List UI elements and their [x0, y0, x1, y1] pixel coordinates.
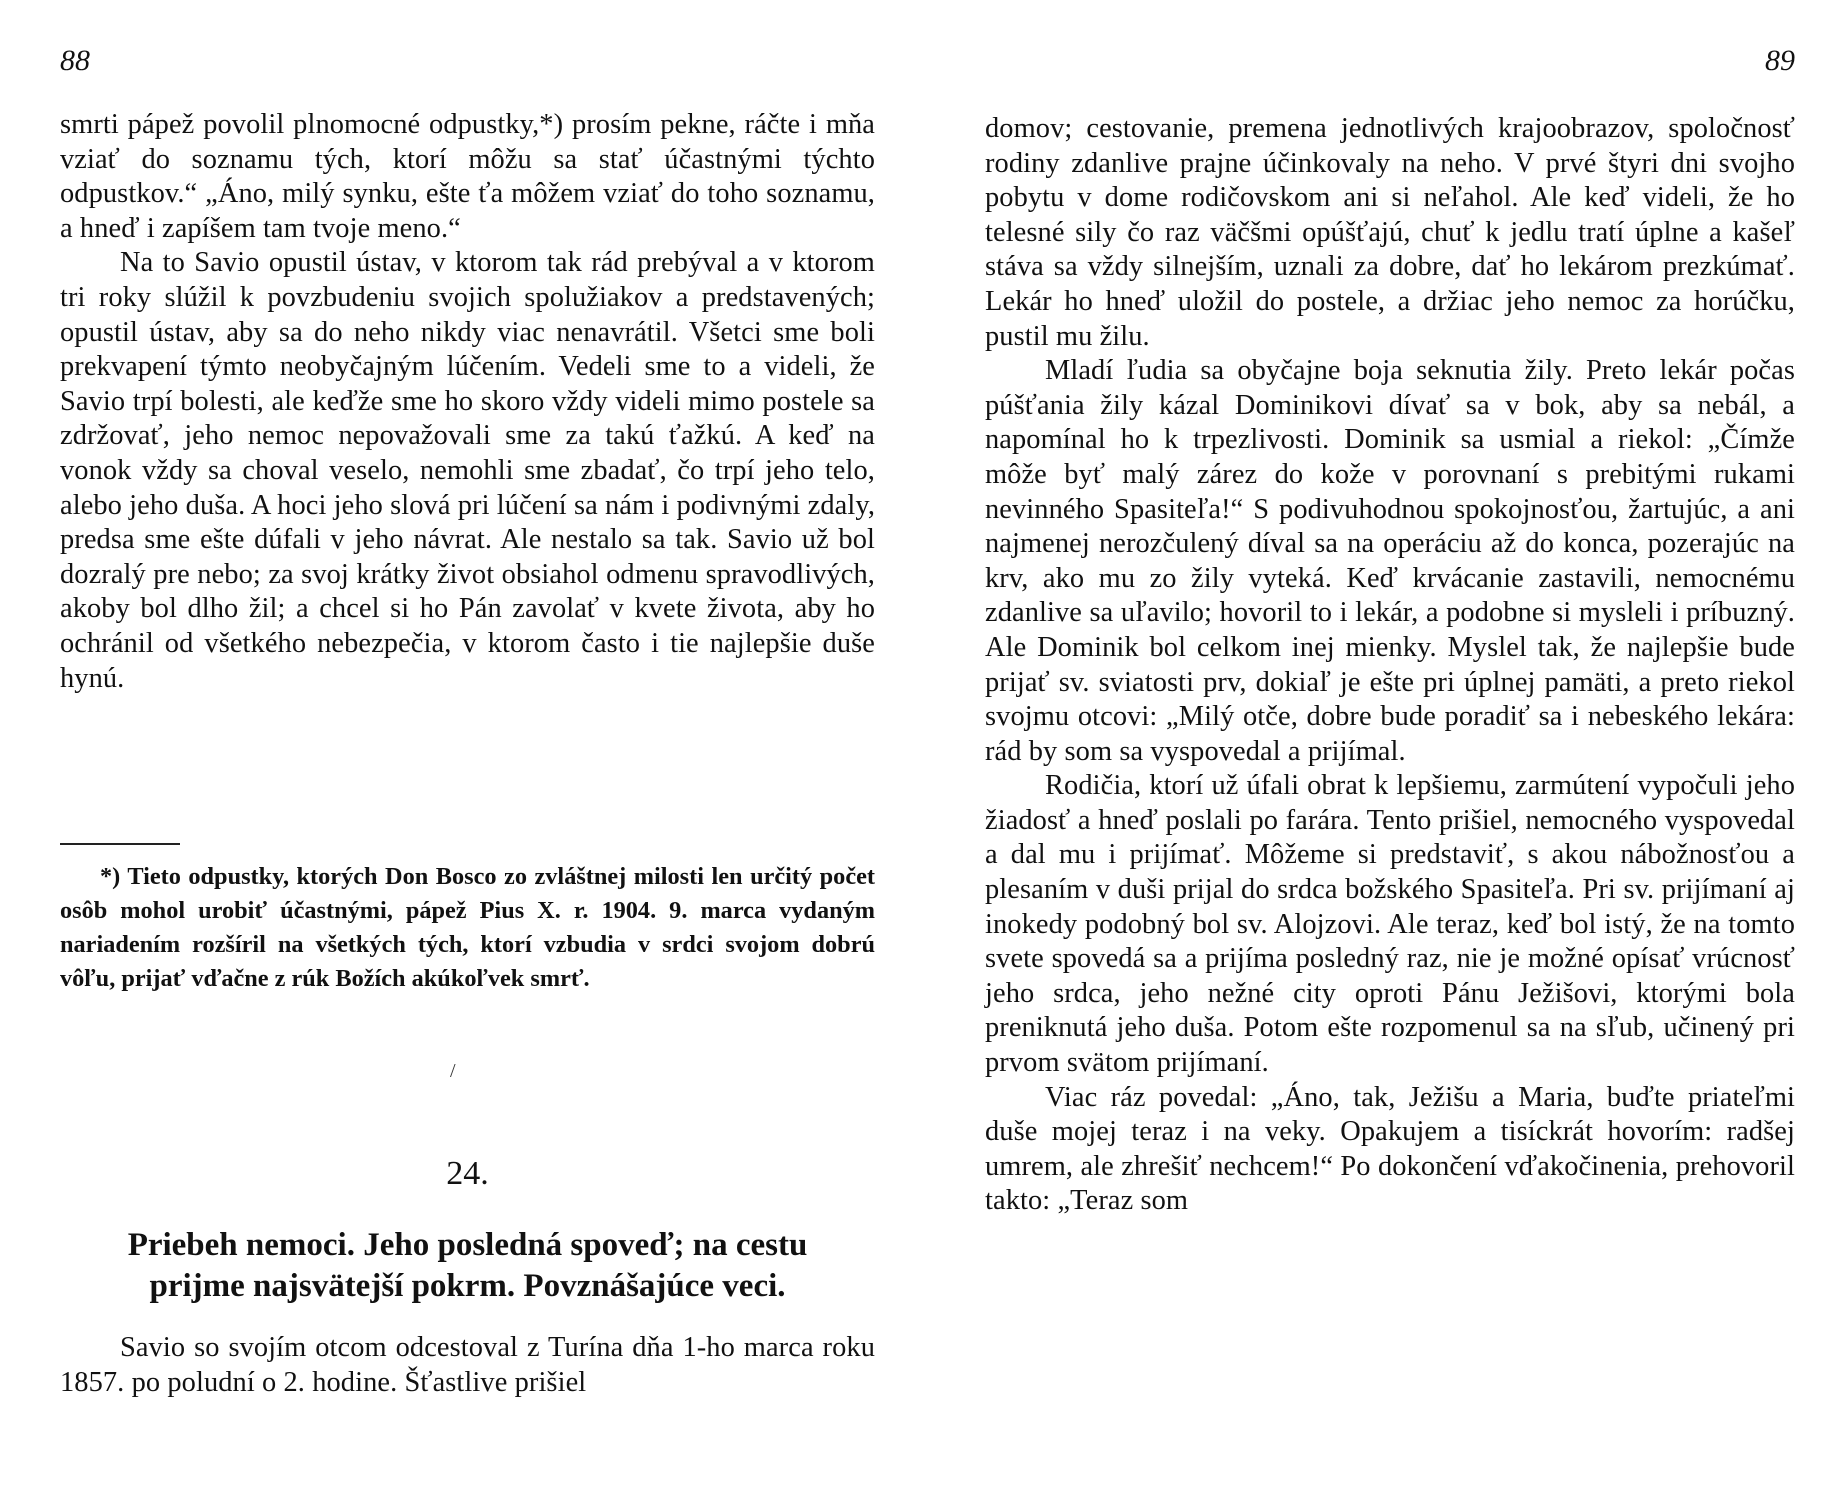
paragraph: Rodičia, ktorí už úfali obrat k lepšiemu, zarmútení vypočuli jeho žiadosť a hneď poslali po farára. Tento prišiel, nemocného vyspovedal a dal mu i prijímať. Môžeme si predstaviť, s akou nábožnosťou a plesaním v duši prijal do srdca božského Spasiteľa. Pri sv. prijímaní aj inokedy podobný bol sv. Alojzovi. Ale teraz, keď bol istý, že na tomto svete spovedá sa a prijíma posledný raz, nie je možné opísať vrúcnosť jeho srdca, jeho nežné city oproti Pánu Ježišovi, ktorými bola preniknutá jeho duša. Potom ešte rozpomenul sa na sľub, učinený pri prvom svätom prijímaní. — [985, 770, 1795, 1079]
footnote — [60, 860, 875, 996]
footnote-divider — [60, 843, 180, 845]
paragraph: domov; cestovanie, premena jednotlivých krajoobrazov, spoločnosť rodiny zdanlive prajne účinkovaly na neho. V prvé štyri dni svojho pobytu v dome rodičovskom ani si neľahol. Ale keď videli, že ho telesné sily čo raz väčšmi opúšťajú, chuť k jedlu tratí úplne a kašeľ stáva sa vždy silnejším, uznali za dobre, dať ho lekárom prezkúmať. Lekár ho hneď uložil do postele, a držiac jeho nemoc za horúčku, pustil mu žilu. — [985, 113, 1795, 352]
right-page-text — [985, 112, 1795, 1219]
footnote-text: *) Tieto odpustky, ktorých Don Bosco zo zvláštnej milosti len určitý počet osôb mohol urobiť účastnými, pápež Pius X. r. 1904. 9. marca vydaným nariadením rozšíril na všetkých tých, ktorí vzbudia v srdci svojom dobrú vôľu, prijať vďačne z rúk Božích akúkoľvek smrť. — [60, 863, 875, 992]
paragraph: Viac ráz povedal: „Áno, tak, Ježišu a Maria, buďte priateľmi duše mojej teraz i na veky. Opakujem a tisíckrát hovorím: radšej umrem, ale zhrešiť nechcem!“ Po dokončení vďakočinenia, prehovoril takto: „Teraz som — [985, 1081, 1795, 1217]
right-page — [985, 0, 1795, 1500]
chapter-number: 24. — [446, 1155, 489, 1192]
left-page-text — [60, 108, 875, 696]
paragraph: smrti pápež povolil plnomocné odpustky,*) prosím pekne, ráčte i mňa vziať do soznamu tých, ktorí môžu sa stať účastnými týchto odpustkov.“ „Áno, milý synku, ešte ťa môžem vziať do toho soznamu, a hneď i zapíšem tam tvoje meno.“ — [60, 109, 875, 244]
paragraph: Mladí ľudia sa obyčajne boja seknutia žily. Preto lekár počas púšťania žily kázal Dominikovi dívať sa v bok, aby sa nebál, a napomínal ho k trpezlivosti. Dominik sa usmial a riekol: „Čímže môže byť malý zárez do kože v porovnaní s prebitými rukami nevinného Spasiteľa!“ S podivuhodnou spokojnosťou, žartujúc, a ani najmenej nerozčulený díval sa na operáciu až do konca, pozerajúc na krv, ako mu zo žily vyteká. Keď krvácanie zastavili, nemocnému zdanlive sa uľavilo; hovoril to i lekár, a podobne si mysleli i príbuzný. Ale Dominik bol celkom inej mienky. Myslel tak, že najlepšie bude prijať sv. sviatosti prv, dokiaľ je ešte pri úplnej pamäti, a preto riekol svojmu otcovi: „Milý otče, dobre bude poradiť sa i nebeského lekára: rád by som sa vyspovedal a prijímal. — [985, 355, 1795, 767]
left-page — [60, 0, 875, 1500]
page-number-right: 89 — [1765, 44, 1795, 77]
paragraph: Savio so svojím otcom odcestoval z Turína dňa 1-ho marca roku 1857. po poludní o 2. hodine. Šťastlive prišiel — [60, 1332, 875, 1398]
chapter-title — [60, 1225, 875, 1307]
chapter-title-line: Priebeh nemoci. Jeho posledná spoveď; na cestu — [127, 1227, 808, 1263]
chapter-title-line: prijme najsvätejší pokrm. Povznášajúce veci. — [149, 1268, 786, 1304]
paragraph: Na to Savio opustil ústav, v ktorom tak rád prebýval a v ktorom tri roky slúžil k povzbudeniu svojich spolužiakov a predstavených; opustil ústav, aby sa do neho nikdy viac nenavrátil. Všetci sme boli prekvapení týmto neobyčajným lúčením. Vedeli sme to a videli, že Savio trpí bolesti, ale keďže sme ho skoro vždy videli mimo postele sa zdržovať, jeho nemoc nepovažovali sme za takú ťažkú. A keď na vonok vždy sa choval veselo, nemohli sme zbadať, čo trpí jeho telo, alebo jeho duša. A hoci jeho slová pri lúčení sa nám i podivnými zdaly, predsa sme ešte dúfali v jeho návrat. Ale nestalo sa tak. Savio už bol dozralý pre nebo; za svoj krátky život obsiahol odmenu spravodlivých, akoby bol dlho žil; a chcel si ho Pán zavolať v kvete života, aby ho ochránil od všetkého nebezpečia, v ktorom často i tie najlepšie duše hynú. — [60, 247, 876, 694]
page-number-left: 88 — [60, 44, 90, 77]
chapter-body — [60, 1331, 875, 1400]
stray-mark: / — [450, 1060, 456, 1082]
